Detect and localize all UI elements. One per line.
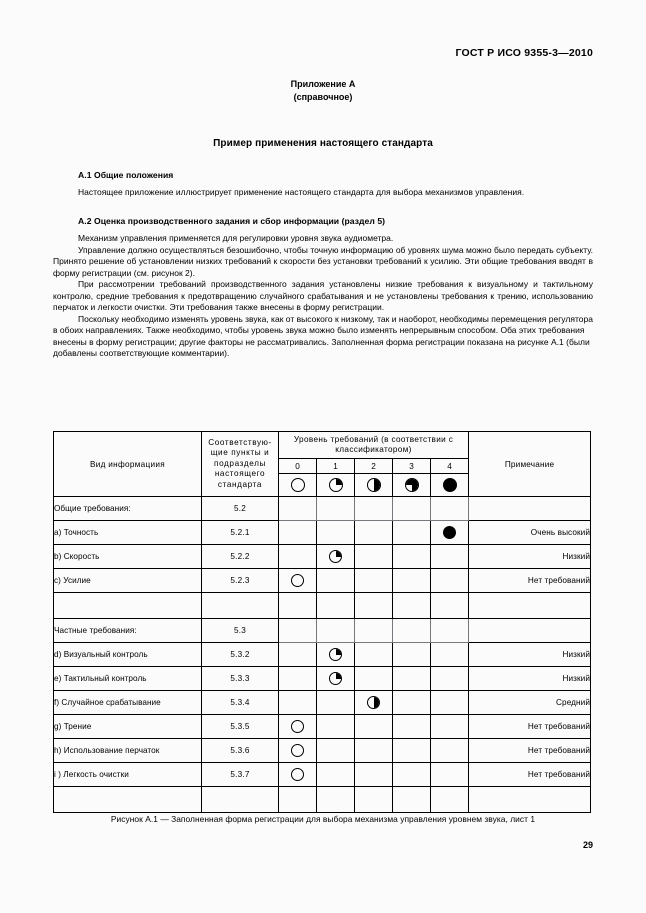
column-header-level-group: Уровень требований (в соответствии с классификатором) xyxy=(279,432,469,459)
cell-level-1[interactable] xyxy=(317,545,355,569)
cell-level-0[interactable] xyxy=(279,593,317,619)
registration-form-table xyxy=(53,431,591,813)
cell-level-3[interactable] xyxy=(393,593,431,619)
circle-half-icon xyxy=(367,478,381,492)
cell-level-2[interactable] xyxy=(355,643,393,667)
level-number-3: 3 xyxy=(393,459,431,474)
cell-information-type: b) Скорость xyxy=(54,545,202,569)
cell-level-3[interactable] xyxy=(393,715,431,739)
table-header-row-1 xyxy=(54,432,591,459)
cell-standard-reference: 5.3.5 xyxy=(202,715,279,739)
table-body xyxy=(54,497,591,813)
cell-level-1[interactable] xyxy=(317,787,355,813)
level-number-0: 0 xyxy=(279,459,317,474)
cell-note: Очень высокий xyxy=(469,521,591,545)
section-a2-paragraph-2: Управление должно осуществляться безошибочно, чтобы точную информацию об уровнях шума можно было передать субъекту. Принято решение об установлении низких требований к скорости без установки требований к усилию. Эти общие требования вводят в форму регистрации (см. рисунок 2). xyxy=(53,244,593,278)
cell-note: Нет требований xyxy=(469,763,591,787)
cell-level-0[interactable] xyxy=(279,619,317,643)
table-row xyxy=(54,691,591,715)
legend-cell-3 xyxy=(393,474,431,497)
circle-half-icon xyxy=(367,696,380,709)
cell-level-3[interactable] xyxy=(393,691,431,715)
level-number-1: 1 xyxy=(317,459,355,474)
table-spacer-row xyxy=(54,787,591,813)
cell-level-3[interactable] xyxy=(393,643,431,667)
circle-quarter-icon xyxy=(329,478,343,492)
cell-level-1[interactable] xyxy=(317,521,355,545)
cell-standard-reference: 5.2.1 xyxy=(202,521,279,545)
table-row xyxy=(54,521,591,545)
cell-level-0[interactable] xyxy=(279,739,317,763)
cell-level-1[interactable] xyxy=(317,667,355,691)
circle-empty-icon xyxy=(291,744,304,757)
cell-information-type xyxy=(54,787,202,813)
cell-information-type xyxy=(54,593,202,619)
cell-level-0[interactable] xyxy=(279,763,317,787)
cell-note xyxy=(469,593,591,619)
circle-empty-icon xyxy=(291,574,304,587)
cell-standard-reference: 5.3.4 xyxy=(202,691,279,715)
cell-note: Нет требований xyxy=(469,569,591,593)
cell-information-type: g) Трение xyxy=(54,715,202,739)
cell-standard-reference xyxy=(202,787,279,813)
section-a2-paragraph-1: Механизм управления применяется для регулировки уровня звука аудиометра. xyxy=(78,233,394,243)
circle-empty-icon xyxy=(291,478,305,492)
cell-information-type: c) Усилие xyxy=(54,569,202,593)
table-row xyxy=(54,739,591,763)
table-group-row xyxy=(54,497,591,521)
cell-information-type: d) Визуальный контроль xyxy=(54,643,202,667)
cell-level-4[interactable] xyxy=(431,763,469,787)
figure-caption: Рисунок А.1 — Заполненная форма регистрации для выбора механизма управления уровнем звука, лист 1 xyxy=(110,814,536,824)
cell-note xyxy=(469,619,591,643)
column-header-note: Примечание xyxy=(469,432,591,497)
cell-level-2[interactable] xyxy=(355,739,393,763)
cell-note: Средний xyxy=(469,691,591,715)
cell-level-0[interactable] xyxy=(279,787,317,813)
cell-level-3[interactable] xyxy=(393,497,431,521)
cell-level-4[interactable] xyxy=(431,545,469,569)
cell-information-type: e) Тактильный контроль xyxy=(54,667,202,691)
cell-level-3[interactable] xyxy=(393,739,431,763)
cell-level-4[interactable] xyxy=(431,643,469,667)
legend-cell-0 xyxy=(279,474,317,497)
cell-information-type: Общие требования: xyxy=(54,497,202,521)
cell-level-1[interactable] xyxy=(317,619,355,643)
cell-level-2[interactable] xyxy=(355,763,393,787)
table-row xyxy=(54,569,591,593)
circle-three-quarter-icon xyxy=(405,478,419,492)
cell-level-2[interactable] xyxy=(355,545,393,569)
column-header-info: Вид информациия xyxy=(54,432,202,497)
cell-level-4[interactable] xyxy=(431,569,469,593)
page-title: Пример применения настоящего стандарта xyxy=(213,138,433,149)
section-a2-paragraph-3: При рассмотрении требований производственного задания установлены низкие требования к визуальному и тактильному контролю, средние требования к предотвращению случайного срабатывания и не установлены требования к трению, использованию перчаток и легкости очистки. Эти требования также внесены в форму регистрации. xyxy=(53,279,593,313)
cell-level-0[interactable] xyxy=(279,569,317,593)
cell-level-0[interactable] xyxy=(279,667,317,691)
cell-level-3[interactable] xyxy=(393,521,431,545)
cell-level-0[interactable] xyxy=(279,521,317,545)
circle-quarter-icon xyxy=(329,550,342,563)
cell-level-4[interactable] xyxy=(431,691,469,715)
annex-type: (справочное) xyxy=(293,92,353,102)
section-a2-heading: А.2 Оценка производственного задания и сбор информации (раздел 5) xyxy=(78,216,386,226)
cell-level-4[interactable] xyxy=(431,715,469,739)
cell-standard-reference: 5.2.3 xyxy=(202,569,279,593)
cell-note xyxy=(469,497,591,521)
cell-information-type: Частные требования: xyxy=(54,619,202,643)
cell-standard-reference: 5.2.2 xyxy=(202,545,279,569)
circle-quarter-icon xyxy=(329,672,342,685)
cell-level-2[interactable] xyxy=(355,497,393,521)
cell-standard-reference: 5.2 xyxy=(202,497,279,521)
table-row xyxy=(54,545,591,569)
cell-level-3[interactable] xyxy=(393,787,431,813)
table-spacer-row xyxy=(54,593,591,619)
cell-level-1[interactable] xyxy=(317,691,355,715)
cell-level-1[interactable] xyxy=(317,715,355,739)
cell-standard-reference: 5.3.6 xyxy=(202,739,279,763)
cell-note: Низкий xyxy=(469,545,591,569)
cell-level-3[interactable] xyxy=(393,619,431,643)
cell-level-0[interactable] xyxy=(279,643,317,667)
circle-empty-icon xyxy=(291,768,304,781)
cell-information-type: f) Случайное срабатывание xyxy=(54,691,202,715)
section-a1-paragraph-1: Настоящее приложение иллюстрирует применение настоящего стандарта для выбора механизмов управления. xyxy=(78,187,525,197)
cell-level-0[interactable] xyxy=(279,691,317,715)
legend-cell-2 xyxy=(355,474,393,497)
circle-full-icon xyxy=(443,478,457,492)
cell-level-1[interactable] xyxy=(317,739,355,763)
cell-standard-reference: 5.3 xyxy=(202,619,279,643)
cell-level-4[interactable] xyxy=(431,739,469,763)
page-number: 29 xyxy=(582,840,593,850)
cell-level-4[interactable] xyxy=(431,593,469,619)
section-a1-heading: А.1 Общие положения xyxy=(78,170,174,180)
cell-level-0[interactable] xyxy=(279,545,317,569)
cell-level-4[interactable] xyxy=(431,667,469,691)
level-number-4: 4 xyxy=(431,459,469,474)
cell-level-2[interactable] xyxy=(355,691,393,715)
cell-level-1[interactable] xyxy=(317,763,355,787)
circle-empty-icon xyxy=(291,720,304,733)
cell-standard-reference: 5.3.3 xyxy=(202,667,279,691)
cell-note: Нет требований xyxy=(469,739,591,763)
cell-standard-reference: 5.3.7 xyxy=(202,763,279,787)
cell-level-2[interactable] xyxy=(355,569,393,593)
cell-information-type: a) Точность xyxy=(54,521,202,545)
table-head xyxy=(54,432,591,497)
table-row xyxy=(54,763,591,787)
table-row xyxy=(54,667,591,691)
legend-cell-1 xyxy=(317,474,355,497)
cell-level-1[interactable] xyxy=(317,497,355,521)
cell-information-type: i ) Легкость очистки xyxy=(54,763,202,787)
level-number-2: 2 xyxy=(355,459,393,474)
cell-standard-reference xyxy=(202,593,279,619)
table-row xyxy=(54,715,591,739)
cell-note xyxy=(469,787,591,813)
annex-heading-block xyxy=(53,78,593,104)
cell-note: Низкий xyxy=(469,667,591,691)
table-group-row xyxy=(54,619,591,643)
cell-level-4[interactable] xyxy=(431,521,469,545)
cell-level-1[interactable] xyxy=(317,569,355,593)
cell-level-2[interactable] xyxy=(355,619,393,643)
annex-label: Приложение А xyxy=(290,79,356,89)
cell-note: Нет требований xyxy=(469,715,591,739)
cell-level-2[interactable] xyxy=(355,593,393,619)
cell-information-type: h) Использование перчаток xyxy=(54,739,202,763)
cell-level-0[interactable] xyxy=(279,715,317,739)
cell-level-3[interactable] xyxy=(393,667,431,691)
cell-level-2[interactable] xyxy=(355,521,393,545)
document-standard-reference: ГОСТ Р ИСО 9355-3—2010 xyxy=(455,47,593,59)
cell-standard-reference: 5.3.2 xyxy=(202,643,279,667)
cell-level-3[interactable] xyxy=(393,569,431,593)
section-a1 xyxy=(53,170,593,199)
cell-level-4[interactable] xyxy=(431,497,469,521)
cell-level-3[interactable] xyxy=(393,763,431,787)
cell-level-4[interactable] xyxy=(431,787,469,813)
legend-cell-4 xyxy=(431,474,469,497)
cell-note: Низкий xyxy=(469,643,591,667)
circle-quarter-icon xyxy=(329,648,342,661)
cell-level-3[interactable] xyxy=(393,545,431,569)
table-row xyxy=(54,643,591,667)
section-a2 xyxy=(53,216,593,360)
cell-level-2[interactable] xyxy=(355,715,393,739)
cell-level-1[interactable] xyxy=(317,593,355,619)
column-header-reference: Соответствую- щие пункты и подразделы настоящего стандарта xyxy=(202,432,279,497)
cell-level-1[interactable] xyxy=(317,643,355,667)
cell-level-0[interactable] xyxy=(279,497,317,521)
cell-level-2[interactable] xyxy=(355,787,393,813)
circle-full-icon xyxy=(443,526,456,539)
cell-level-2[interactable] xyxy=(355,667,393,691)
section-a2-paragraph-4: Поскольку необходимо изменять уровень звука, как от высокого к низкому, так и наоборот, необходимы перемещения регулятора в обоих направлениях. Также необходимо, чтобы уровень звука можно было изменять непрерывным способом. Оба этих требования внесены в форму регистрации; другие факторы не рассматривались. Заполненная форма регистрации показана на рисунке А.1 (были добавлены соответствующие комментарии). xyxy=(53,313,593,359)
cell-level-4[interactable] xyxy=(431,619,469,643)
registration-form-figure xyxy=(53,431,591,813)
